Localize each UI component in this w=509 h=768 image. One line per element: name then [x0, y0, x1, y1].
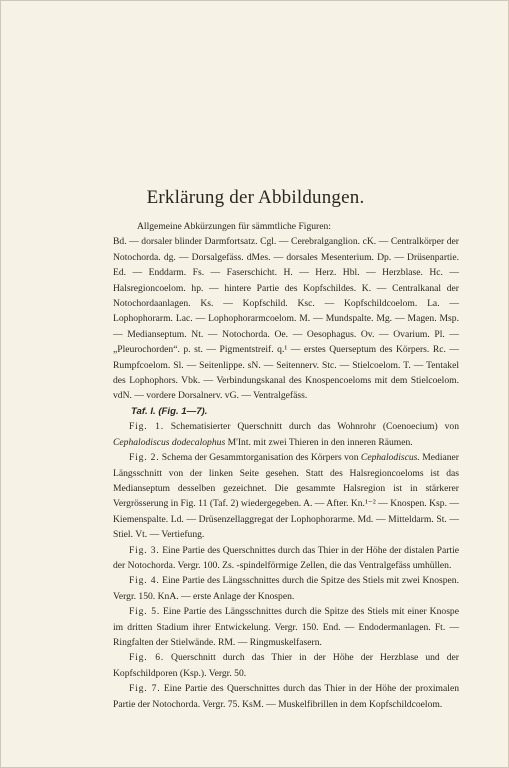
figure-text: Eine Partie des Querschnittes durch das Thier in der Höhe der distalen Partie der Notochorda. Vergr. 100. Zs. -spindelförmige Zellen, die das Ventralgefäss umhüllen. — [113, 544, 459, 571]
figure-label: Fig. 5. — [129, 606, 161, 618]
abbreviations-list: Bd. — dorsaler blinder Darmfortsatz. Cgl. — Cerebralganglion. cK. — Centralkörper der Notochorda. dg. — Dorsalgefäss. dMes. — dorsales Mesenterium. Dp. — Drüsenpartie. Ed. — Enddarm. Fs. — Faserschicht. H. — Herz. Hbl. — Herzblase. Hc. — Halsregioncoelom. hp. — hintere Partie des Kopfschildes. K. — Centralkanal der Notochordaanlagen. Ks. — Kopfschild. Ksc. — Kopfschildcoelom. La. — Lophophorarm. Lac. — Lophophorarmcoelom. M. — Mundspalte. Mg. — Magen. Msp. — Medianseptum. Nt. — Notochorda. Oe. — Oesophagus. Ov. — Ovarium. Pl. — „Pleurochorden“. p. st. — Pigmentstreif. q.¹ — erstes Querseptum des Körpers. Rc. — Rumpfcoelom. Sl. — Seitenlippe. sN. — Seitennerv. Stc. — Stielcoelom. T. — Tentakel des Lophophors. Vbk. — Verbindungskanal des Knospencoeloms mit dem Stielcoelom. vdN. — vordere Dorsalnerv. vG. — Ventralgefäss. — [113, 236, 459, 402]
plate-heading: Taf. I. (Fig. 1—7). — [131, 405, 208, 417]
figure-text-after: Medianer Längsschnitt von der linken Seite gesehen. Statt des Halsregioncoeloms ist das Medianseptum desselben gezeichnet. Die gesammte Halsregion ist in stärkerer Vergrösserung in Fig. 11 (Taf. 2) wiedergegeben. A. — After. Kn.¹⁻² — Knospen. Ksp. — Kiemenspalte. Ld. — Drüsenzellaggregat der Lophophorarme. Md. — Mitteldarm. St. — Stiel. Vt. — Vertiefung. — [113, 452, 459, 541]
figure-text: Eine Partie des Längsschnittes durch die Spitze des Stiels mit einer Knospe im dritten Stadium ihrer Entwickelung. Vergr. 150. End. — Endodermanlagen. Ft. — Ringfalten der Stielwände. RM. — Ringmuskelfasern. — [113, 606, 459, 648]
figure-caption-3 — [113, 543, 459, 574]
figure-label: Fig. 4. — [129, 575, 160, 587]
figure-text: Eine Partie des Querschnittes durch das Thier in der Höhe der proximalen Partie der Notochorda. Vergr. 75. KsM. — Muskelfibrillen in dem Kopfschildcoelom. — [113, 683, 459, 710]
figure-species: Cephalodiscus dodecalophus — [113, 436, 226, 448]
explanation-body — [113, 219, 459, 712]
figure-caption-5 — [113, 604, 459, 650]
figure-label: Fig. 3. — [129, 544, 160, 556]
figure-label: Fig. 2. — [129, 452, 160, 464]
figure-text-after: M'Int. mit zwei Thieren in den inneren Räumen. — [227, 436, 413, 448]
figure-label: Fig. 1. — [129, 421, 164, 433]
figure-caption-4 — [113, 573, 459, 604]
abbreviations-intro: Allgemeine Abkürzungen für sämmtliche Figuren: — [137, 221, 331, 232]
page-title: Erklärung der Abbildungen. — [146, 187, 365, 208]
figure-text: Schematisierter Querschnitt durch das Wohnrohr (Coenoecium) von — [170, 421, 459, 433]
figure-species: Cephalodiscus. — [360, 452, 420, 464]
figure-caption-1 — [113, 419, 459, 450]
figure-label: Fig. 6. — [129, 652, 165, 664]
figure-caption-2 — [113, 450, 459, 542]
figure-text: Schema der Gesammtorganisation des Körpers von — [161, 452, 359, 464]
figure-caption-7 — [113, 681, 459, 712]
figure-text: Eine Partie des Längsschnittes durch die Spitze des Stiels mit zwei Knospen. Vergr. 150. KnA. — erste Anlage der Knospen. — [113, 575, 460, 602]
figure-text: Querschnitt durch das Thier in der Höhe der Herzblase und der Kopfschildporen (Ksp.). Vergr. 50. — [113, 652, 459, 679]
figure-caption-6 — [113, 650, 459, 681]
figure-label: Fig. 7. — [129, 683, 161, 695]
